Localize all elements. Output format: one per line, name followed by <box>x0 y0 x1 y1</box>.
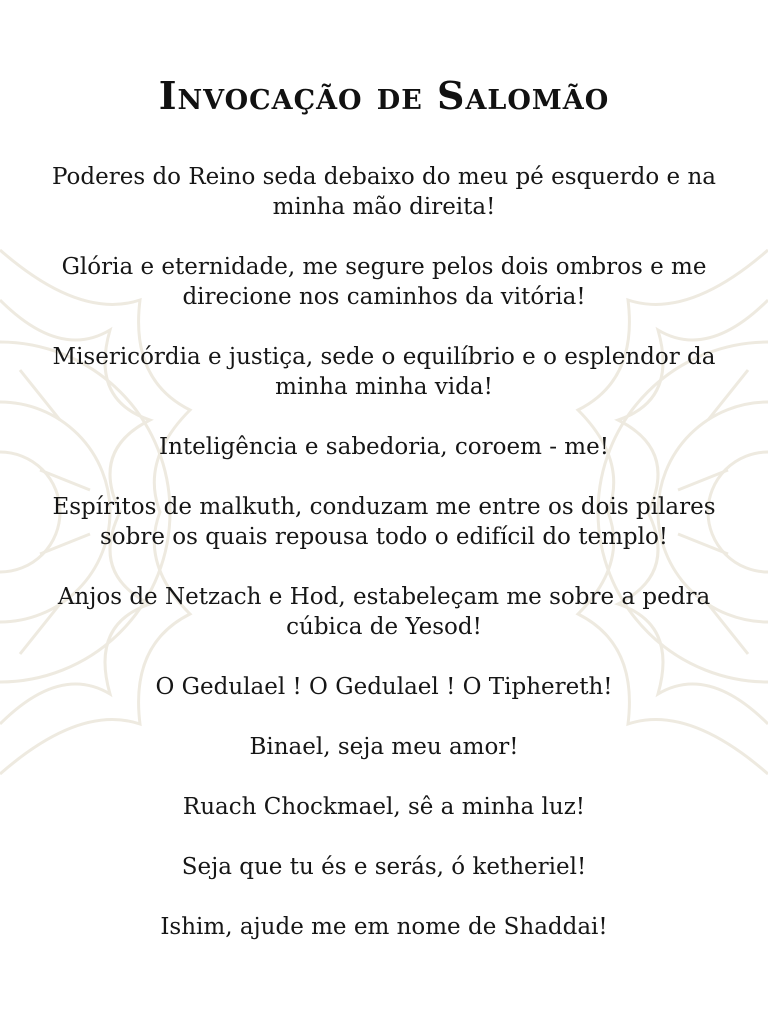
verse-poderes-do-reino: Poderes do Reino seda debaixo do meu pé esquerdo e na minha mão direita! <box>52 164 716 220</box>
verse-list <box>40 162 728 942</box>
verse-misericordia-e-justica: Misericórdia e justiça, sede o equilíbrio e o esplendor da minha minha vida! <box>52 344 716 400</box>
verse-espiritos-de-malkuth: Espíritos de malkuth, conduzam me entre os dois pilares sobre os quais repousa todo o edifícil do templo! <box>52 494 716 550</box>
verse-anjos-de-netzach-e-hod: Anjos de Netzach e Hod, estabeleçam me sobre a pedra cúbica de Yesod! <box>57 584 711 640</box>
verse-ketheriel: Seja que tu és e serás, ó ketheriel! <box>181 854 587 880</box>
verse-binael: Binael, seja meu amor! <box>249 734 519 760</box>
page-title: Invocação de Salomão <box>158 73 610 118</box>
verse-ishim-shaddai: Ishim, ajude me em nome de Shaddai! <box>160 914 608 940</box>
verse-ruach-chockmael: Ruach Chockmael, sê a minha luz! <box>182 794 586 820</box>
verse-gedulael-tiphereth: O Gedulael ! O Gedulael ! O Tiphereth! <box>155 674 613 700</box>
verse-gloria-e-eternidade: Glória e eternidade, me segure pelos dois ombros e me direcione nos caminhos da vitória! <box>61 254 707 310</box>
verse-inteligencia-e-sabedoria: Inteligência e sabedoria, coroem - me! <box>159 434 609 460</box>
